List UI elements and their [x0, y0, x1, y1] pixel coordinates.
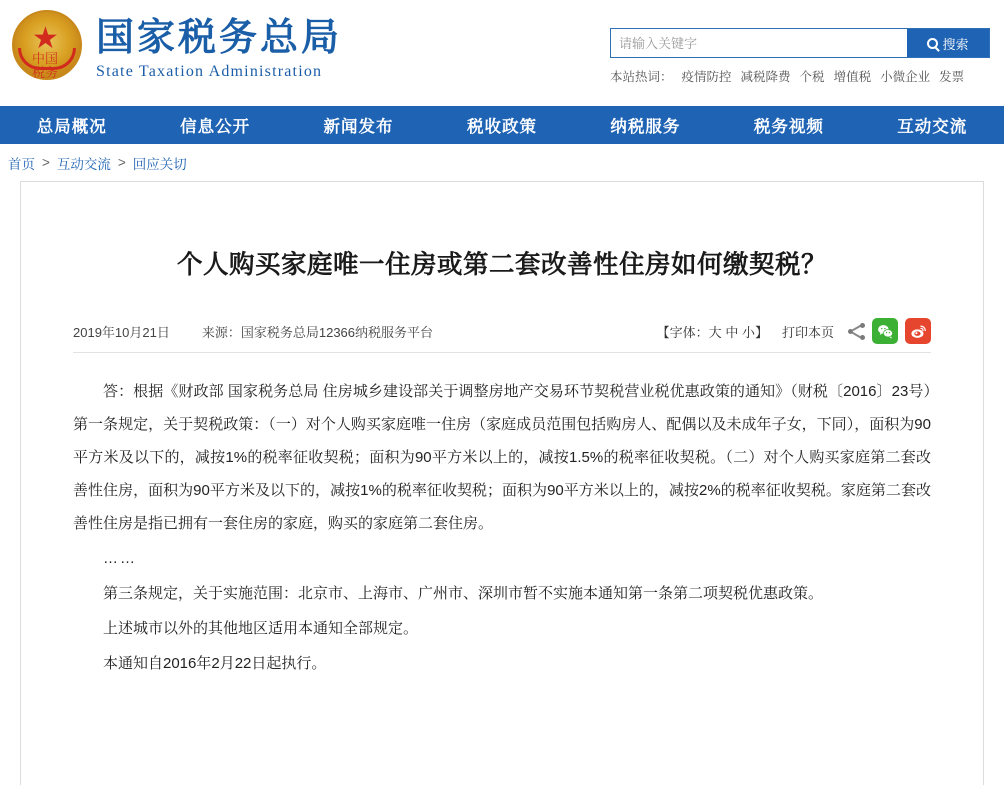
search-box — [610, 28, 990, 58]
article — [21, 182, 983, 680]
article-paragraph: 上述城市以外的其他地区适用本通知全部规定。 — [103, 620, 419, 637]
print-button[interactable]: 打印本页 — [781, 324, 834, 340]
hotwords-row — [610, 67, 990, 85]
page-title: 个人购买家庭唯一住房或第二套改善性住房如何缴契税？ — [176, 251, 827, 279]
article-paragraph: …… — [103, 550, 137, 567]
source-label: 来源： — [201, 324, 241, 340]
hotword-link[interactable]: 增值税 — [833, 70, 872, 84]
article-tools — [657, 318, 931, 344]
main-navigation — [0, 106, 1004, 144]
nav-item-hudongjiaoliu[interactable]: 互动交流 — [897, 118, 968, 136]
breadcrumb-item-home[interactable]: 首页 — [8, 156, 35, 172]
brand-name-en: State Taxation Administration — [96, 63, 323, 80]
search-area — [610, 28, 990, 85]
nav-item-xinwenfabu[interactable]: 新闻发布 — [323, 118, 394, 136]
national-emblem-icon: ★ — [10, 8, 88, 86]
nav-item-shuishouzhengce[interactable]: 税收政策 — [466, 118, 537, 136]
breadcrumb-item-interaction[interactable]: 互动交流 — [56, 156, 111, 172]
font-size-close: 】 — [754, 324, 768, 340]
hotword-link[interactable]: 发票 — [939, 70, 965, 84]
seal-line-1: 中国 — [31, 51, 58, 66]
seal-line-2: 税务 — [31, 65, 58, 80]
breadcrumb-separator: > — [117, 155, 126, 170]
font-size-label: 【字体： — [656, 324, 709, 340]
hotword-link[interactable]: 个税 — [799, 70, 825, 84]
weibo-icon[interactable] — [905, 318, 931, 344]
share-icons — [848, 318, 931, 344]
wechat-icon[interactable] — [872, 318, 898, 344]
nav-item-zongjugaikuang[interactable]: 总局概况 — [36, 118, 107, 136]
site-header — [0, 0, 1004, 106]
meta-divider — [73, 352, 931, 353]
content-frame — [20, 181, 984, 785]
nav-item-xinxigongkai[interactable]: 信息公开 — [180, 118, 251, 136]
source-value: 国家税务总局12366纳税服务平台 — [240, 324, 434, 340]
article-paragraph: 第三条规定，关于实施范围：北京市、上海市、广州市、深圳市暂不实施本通知第一条第二项契税优惠政策。 — [103, 585, 824, 602]
breadcrumb-separator: > — [42, 155, 50, 170]
brand-text — [96, 8, 342, 82]
article-body — [73, 375, 931, 680]
nav-item-shuiwushipin[interactable]: 税务视频 — [753, 118, 824, 136]
article-paragraph: 本通知自2016年2月22日起执行。 — [103, 655, 327, 672]
tax-seal-icon — [14, 52, 76, 92]
article-meta — [73, 316, 931, 346]
brand-name-cn: 国家税务总局 — [96, 17, 343, 59]
search-input[interactable] — [611, 29, 907, 57]
breadcrumb — [0, 144, 1004, 181]
hotword-link[interactable]: 小微企业 — [880, 70, 931, 84]
article-paragraph: 答：根据《财政部 国家税务总局 住房城乡建设部关于调整房地产交易环节契税营业税优惠政策的通知》（财税〔2016〕23号）第一条规定，关于契税政策：（一）对个人购买家庭唯一住房（家庭成员范围包括购房人、配偶以及未成年子女，下同），面积为90平方米及以下的，减按1%的税率征收契税；面积为90平方米以上的，减按1.5%的税率征收契税。（二）对个人购买家庭第二套改善性住房，面积为90平方米及以下的，减按1%的税率征收契税；面积为90平方米以上的，减按2%的税率征收契税。家庭第二套改善性住房是指已拥有一套住房的家庭，购买的家庭第二套住房。 — [73, 383, 931, 532]
hotwords-label: 本站热词： — [610, 70, 673, 84]
breadcrumb-item-response[interactable]: 回应关切 — [132, 156, 187, 172]
hotword-link[interactable]: 减税降费 — [740, 70, 791, 84]
font-size-medium[interactable]: 中 — [725, 324, 739, 340]
hotword-link[interactable]: 疫情防控 — [681, 70, 732, 84]
share-icon[interactable] — [848, 323, 865, 340]
nav-item-nashuifuwu[interactable]: 纳税服务 — [610, 118, 681, 136]
font-size-small[interactable]: 小 — [741, 324, 755, 340]
search-button-label: 搜索 — [942, 36, 969, 52]
search-button[interactable] — [907, 29, 989, 57]
font-size-control — [657, 322, 768, 341]
article-source — [202, 322, 433, 341]
search-icon — [927, 38, 938, 49]
publish-date: 2019年10月21日 — [73, 324, 170, 340]
font-size-large[interactable]: 大 — [708, 324, 722, 340]
